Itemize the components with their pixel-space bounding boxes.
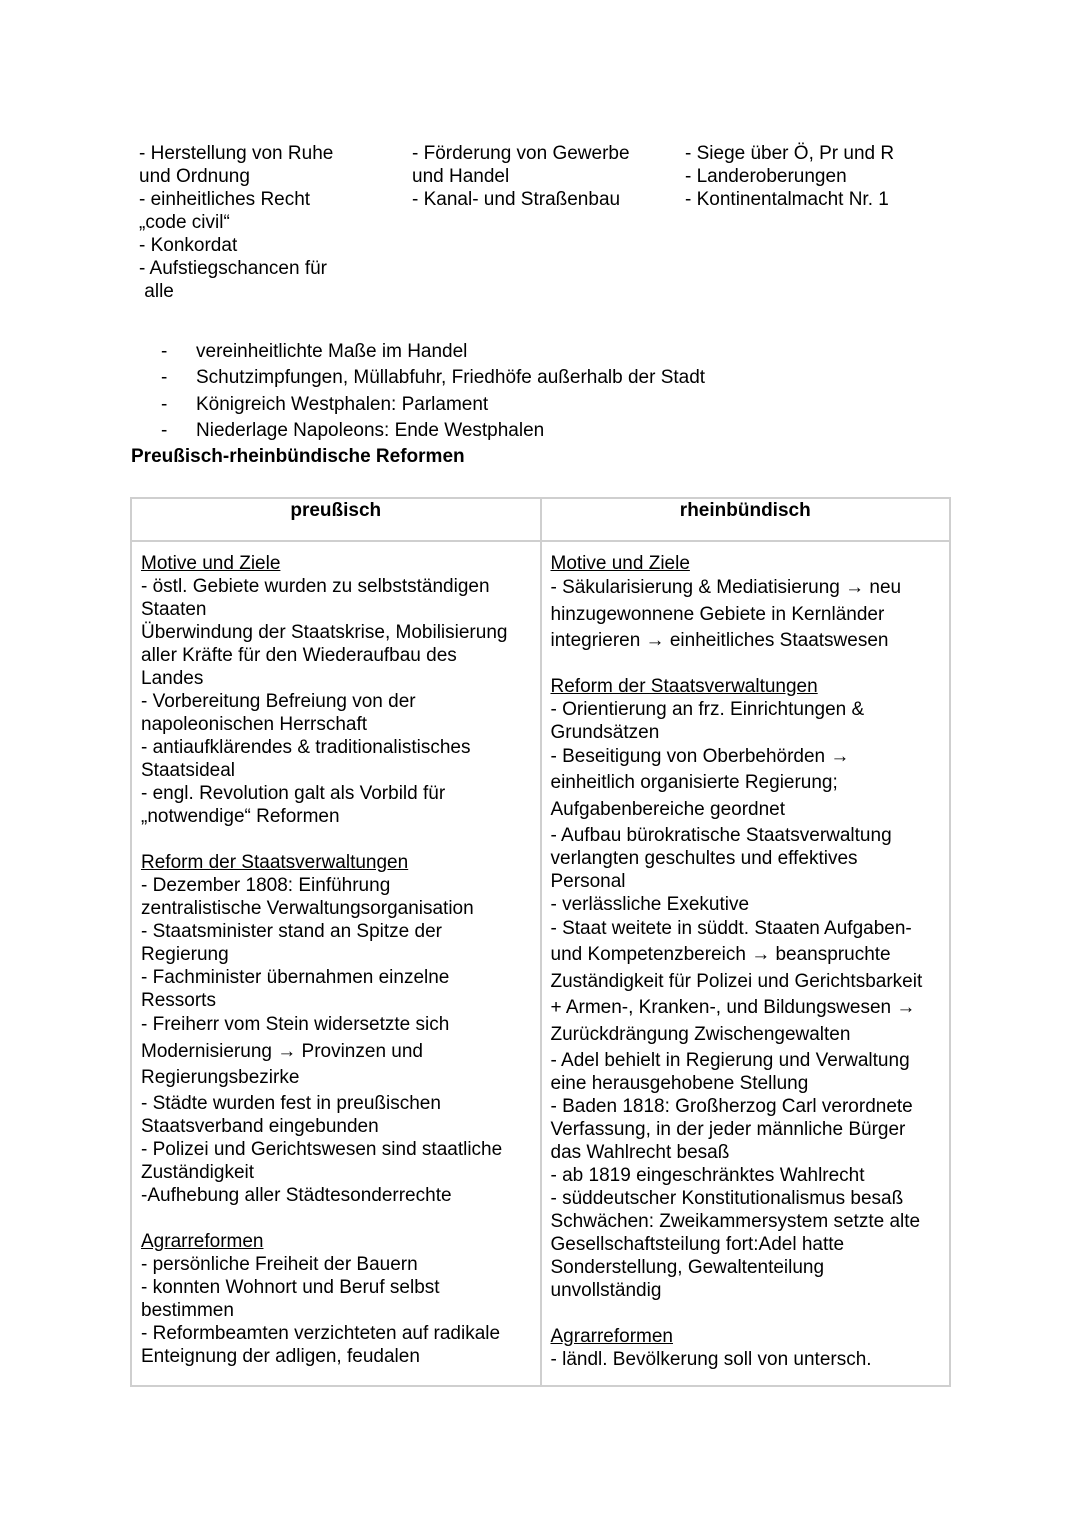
cell-line: - verlässliche Exekutive (550, 893, 750, 915)
section-heading: Preußisch-rheinbündische Reformen (131, 446, 465, 467)
column-line: und Handel (412, 166, 510, 187)
column-line: - Kanal- und Straßenbau (412, 189, 621, 210)
list-item-text: Königreich Westphalen: Parlament (196, 393, 489, 415)
cell-line: Staatsverband eingebunden (141, 1115, 379, 1137)
napoleon-reforms-column-1 (139, 142, 389, 303)
cell-line: - antiaufklärendes & traditionalistisches (141, 737, 471, 758)
bullet-list (161, 339, 705, 444)
cell-line: - Beseitigung von Oberbehörden → (550, 745, 850, 767)
cell-line: Zurückdrängung Zwischengewalten (550, 1023, 851, 1045)
cell-line: Grundsätzen (550, 721, 660, 743)
cell-line: Personal (550, 870, 626, 892)
reform-table (130, 497, 951, 1387)
list-item-text: vereinheitlichte Maße im Handel (196, 341, 468, 362)
column-line: alle (139, 281, 174, 302)
cell-line: + Armen-, Kranken-, und Bildungswesen → (550, 997, 916, 1019)
list-item-text: Niederlage Napoleons: Ende Westphalen (196, 419, 545, 441)
cell-line: Enteignung der adligen, feudalen (141, 1345, 420, 1367)
cell-line: - Städte wurden fest in preußischen (141, 1092, 441, 1114)
column-line: - Landeroberungen (685, 166, 847, 187)
cell-line: Aufgabenbereiche geordnet (550, 798, 786, 820)
cell-line: - ländl. Bevölkerung soll von untersch. (550, 1348, 872, 1370)
cell-line: hinzugewonnene Gebiete in Kernländer (550, 603, 885, 625)
column-line: - Herstellung von Ruhe (139, 143, 334, 164)
cell-line: verlangten geschultes und effektives (550, 847, 858, 869)
cell-line: - Orientierung an frz. Einrichtungen & (550, 698, 865, 720)
cell-line: - Polizei und Gerichtswesen sind staatliche (141, 1138, 503, 1160)
cell-line: integrieren → einheitliches Staatswesen (550, 630, 889, 652)
cell-line: das Wahlrecht besaß (550, 1141, 730, 1163)
cell-line: unvollständig (550, 1279, 662, 1301)
cell-line: Staatsideal (141, 760, 236, 781)
cell-line: - engl. Revolution galt als Vorbild für (141, 783, 446, 804)
cell-line: einheitlich organisierte Regierung; (550, 772, 838, 794)
list-item-text: Schutzimpfungen, Müllabfuhr, Friedhöfe außerhalb der Stadt (196, 367, 706, 389)
cell-line: - Aufbau bürokratische Staatsverwaltung (550, 824, 892, 846)
cell-preussisch (131, 541, 541, 1386)
column-line: - Kontinentalmacht Nr. 1 (685, 189, 889, 210)
cell-line: Staaten (141, 599, 207, 620)
spacer (141, 1207, 532, 1230)
cell-line: Zuständigkeit für Polizei und Gerichtsbarkeit (550, 970, 923, 992)
cell-line: - Dezember 1808: Einführung (141, 875, 391, 896)
cell-line: - persönliche Freiheit der Bauern (141, 1253, 418, 1275)
dash-bullet-icon: - (161, 393, 168, 415)
cell-line: Zuständigkeit (141, 1161, 255, 1183)
table-body-row (131, 541, 950, 1386)
cell-line: bestimmen (141, 1299, 234, 1321)
subheading: Agrarreformen (141, 1230, 264, 1252)
cell-line: - Adel behielt in Regierung und Verwaltung (550, 1049, 910, 1071)
cell-line: Regierung (141, 944, 229, 965)
spacer (551, 1302, 942, 1325)
cell-line: „notwendige“ Reformen (141, 806, 340, 827)
cell-line: - Staatsminister stand an Spitze der (141, 921, 442, 942)
spacer (551, 655, 942, 675)
cell-line: - Reformbeamten verzichteten auf radikale (141, 1322, 501, 1344)
list-item (161, 418, 705, 444)
column-line: - Förderung von Gewerbe (412, 143, 630, 164)
cell-line: - östl. Gebiete wurden zu selbstständigen (141, 576, 490, 597)
cell-line: - konnten Wohnort und Beruf selbst (141, 1276, 440, 1298)
cell-line: Schwächen: Zweikammersystem setzte alte (550, 1210, 921, 1232)
cell-line: - Baden 1818: Großherzog Carl verordnete (550, 1095, 913, 1117)
column-line: „code civil“ (139, 212, 230, 233)
subheading: Reform der Staatsverwaltungen (141, 852, 409, 873)
cell-line: - Vorbereitung Befreiung von der (141, 691, 416, 712)
cell-line: eine herausgehobene Stellung (550, 1072, 809, 1094)
subheading: Reform der Staatsverwaltungen (550, 675, 818, 697)
cell-line: Ressorts (141, 990, 216, 1011)
dash-bullet-icon: - (161, 367, 168, 389)
cell-line: - ab 1819 eingeschränktes Wahlrecht (550, 1164, 865, 1186)
cell-line: Verfassung, in der jeder männliche Bürger (550, 1118, 906, 1140)
subheading: Agrarreformen (550, 1325, 673, 1347)
column-line: - einheitliches Recht (139, 189, 311, 210)
cell-line: napoleonischen Herrschaft (141, 714, 368, 735)
column-line: und Ordnung (139, 166, 250, 187)
column-line: - Konkordat (139, 235, 238, 256)
cell-preussisch-content (141, 552, 532, 1368)
napoleon-reforms-column-2 (412, 142, 662, 211)
cell-line: Landes (141, 668, 204, 689)
column-line: - Aufstiegschancen für (139, 258, 327, 279)
header-preussisch: preußisch (131, 498, 541, 541)
cell-rheinbuendisch (541, 541, 951, 1386)
cell-line: - süddeutscher Konstitutionalismus besaß (550, 1187, 904, 1209)
cell-line: - Säkularisierung & Mediatisierung → neu (550, 577, 902, 598)
list-item (161, 392, 705, 418)
subheading: Motive und Ziele (550, 553, 690, 574)
cell-line: - Fachminister übernahmen einzelne (141, 967, 450, 988)
napoleon-reforms-column-3 (685, 142, 935, 211)
cell-line: - Freiherr vom Stein widersetzte sich (141, 1014, 450, 1035)
subheading: Motive und Ziele (141, 553, 281, 574)
cell-line: - Staat weitete in süddt. Staaten Aufgaben- (550, 917, 912, 939)
dash-bullet-icon: - (161, 341, 168, 362)
cell-rheinbuendisch-content (551, 552, 942, 1371)
cell-line: Überwindung der Staatskrise, Mobilisierung (141, 622, 508, 643)
spacer (141, 828, 532, 851)
cell-line: aller Kräfte für den Wiederaufbau des (141, 645, 457, 666)
list-item (161, 365, 705, 391)
cell-line: Gesellschaftsteilung fort:Adel hatte (550, 1233, 845, 1255)
list-item (161, 339, 705, 365)
cell-line: Modernisierung → Provinzen und (141, 1040, 423, 1062)
column-line: - Siege über Ö, Pr und R (685, 143, 895, 164)
header-rheinbuendisch: rheinbündisch (541, 498, 951, 541)
table-header-row (131, 498, 950, 541)
dash-bullet-icon: - (161, 419, 168, 441)
cell-line: und Kompetenzbereich → beanspruchte (550, 944, 891, 966)
cell-line: Regierungsbezirke (141, 1067, 300, 1089)
cell-line: zentralistische Verwaltungsorganisation (141, 898, 474, 919)
cell-line: -Aufhebung aller Städtesonderrechte (141, 1184, 452, 1206)
cell-line: Sonderstellung, Gewaltenteilung (550, 1256, 825, 1278)
